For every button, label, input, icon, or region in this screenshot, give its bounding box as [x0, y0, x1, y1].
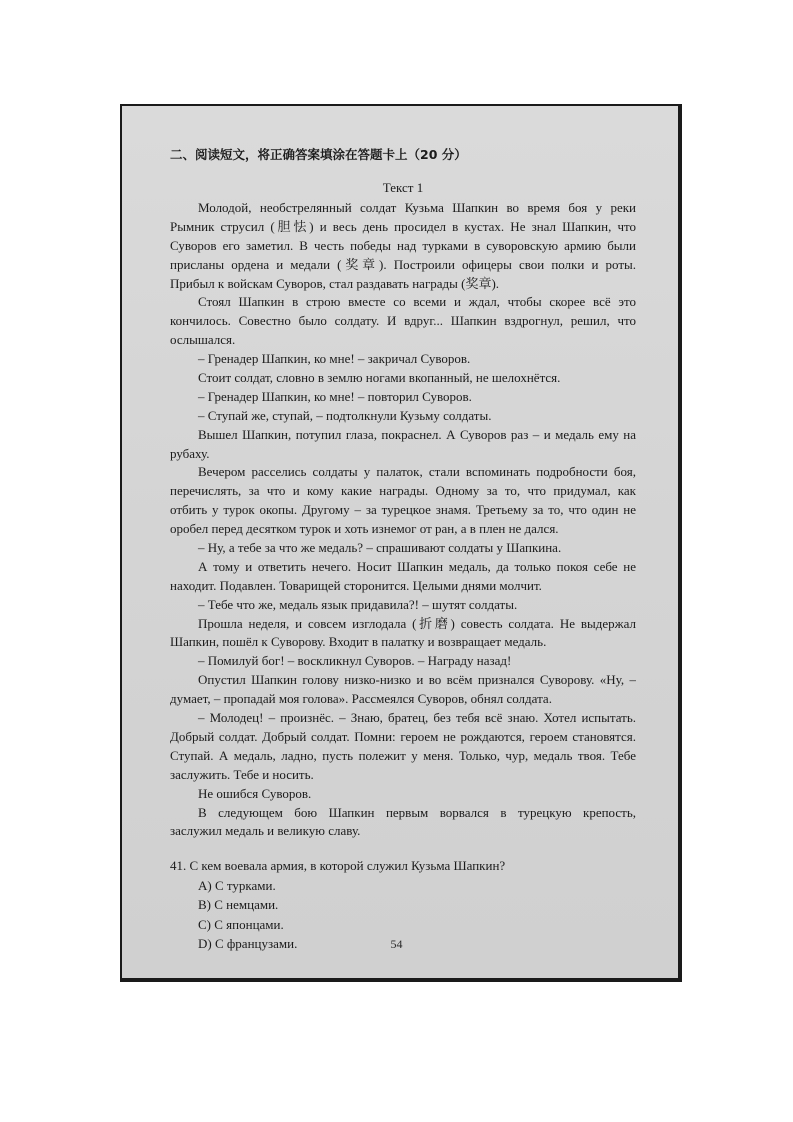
text-line: Шапкин, пошёл к Суворову. Входит в палатку и возвращает медаль.	[170, 634, 547, 650]
paragraph	[170, 407, 636, 426]
text-line: Не ошибся Суворов.	[198, 785, 312, 801]
text-line: – Ну, а тебе за что же медаль? – спрашивают солдаты у Шапкина.	[198, 540, 562, 556]
text-line: находит. Подавлен. Товарищей сторонится. Целыми днями молчит.	[170, 577, 542, 593]
text-line: – Помилуй бог! – воскликнул Суворов. – Награду назад!	[198, 653, 512, 669]
text-line: – Гренадер Шапкин, ко мне! – закричал Суворов.	[198, 351, 471, 367]
text-title: Текст 1	[382, 180, 424, 195]
text-line: В следующем бою Шапкин первым ворвался в турецкую крепость,	[198, 804, 636, 820]
text-line: заслужил медаль и великую славу.	[170, 823, 361, 839]
question-text: 41. С кем воевала армия, в которой служил Кузьма Шапкин?	[170, 858, 506, 874]
text-line: Стоит солдат, словно в землю ногами вкопанный, не шелохнётся.	[198, 370, 561, 386]
text-line: перечислять, за что и кому какие награды. Одному за то, что придумал, как	[170, 483, 636, 499]
paragraph	[170, 463, 636, 539]
paragraph	[170, 671, 636, 709]
option-d: D) С французами.	[198, 936, 298, 952]
text-line: Стоял Шапкин в строю вместе со всеми и ждал, чтобы скорее всё это	[198, 294, 636, 310]
option-b: B) С немцами.	[198, 897, 279, 913]
paragraph	[170, 652, 636, 671]
text-line: – Ступай же, ступай, – подтолкнули Кузьму солдаты.	[198, 407, 492, 423]
paragraph	[170, 558, 636, 596]
paragraph	[170, 539, 636, 558]
text-line: – Гренадер Шапкин, ко мне! – повторил Суворов.	[198, 388, 472, 404]
text-line: Рымник струсил (胆怯) и весь день просидел в кустах. Не знал Шапкин, что	[170, 218, 636, 234]
document-content	[170, 146, 636, 954]
text-line: – Молодец! – произнёс. – Знаю, братец, без тебя всё знаю. Хотел испытать.	[198, 710, 636, 726]
paragraph	[170, 426, 636, 464]
text-line: отбить у турок окопы. Другому – за турецкое знамя. Третьему за то, что один не	[170, 502, 636, 518]
text-line: Опустил Шапкин голову низко-низко и во всём признался Суворову. «Ну, –	[198, 672, 636, 688]
text-line: Вечером расселись солдаты у палаток, стали вспоминать подробности боя,	[198, 464, 636, 480]
text-line: – Тебе что же, медаль язык придавила?! – шутят солдаты.	[198, 596, 518, 612]
paragraph	[170, 709, 636, 785]
text-line: Прибыл к войскам Суворов, стал раздавать награды (奖章).	[170, 275, 500, 291]
text-line: Вышел Шапкин, потупил глаза, покраснел. А Суворов раз – и медаль ему на	[198, 426, 636, 442]
text-line: А тому и ответить нечего. Носит Шапкин медаль, да только покоя себе не	[198, 558, 636, 574]
paragraph	[170, 388, 636, 407]
text-line: Ступай. А медаль, ладно, пусть полежит у меня. Только, чур, медаль твоя. Тебе	[170, 747, 636, 763]
section-heading: 二、阅读短文，将正确答案填涂在答题卡上（20 分）	[170, 147, 467, 162]
page-number: 54	[390, 937, 403, 951]
text-line: ослышался.	[170, 332, 236, 348]
paragraph	[170, 596, 636, 615]
text-line: заслужить. Тебе и носить.	[170, 766, 314, 782]
text-line: присланы ордена и медали (奖章). Построили офицеры свои полки и роты.	[170, 256, 636, 272]
text-line: оробел перед десятком турок и хоть изнемог от ран, а в плен не дался.	[170, 521, 559, 537]
text-line: Молодой, необстрелянный солдат Кузьма Шапкин во время боя у реки	[198, 200, 636, 215]
option-a: A) С турками.	[198, 877, 276, 893]
text-line: кончилось. Совестно было солдату. И вдруг... Шапкин вздрогнул, решил, что	[170, 313, 636, 329]
text-line: Прошла неделя, и совсем изглодала (折磨) совесть солдата. Не выдержал	[198, 615, 636, 631]
paragraph	[170, 785, 636, 804]
text-line: Добрый солдат. Добрый солдат. Помни: героем не рождаются, героем становятся.	[170, 728, 636, 744]
paragraph	[170, 804, 636, 842]
text-line: рубаху.	[170, 445, 210, 461]
text-line: думает, – пропадай моя голова». Рассмеялся Суворов, обнял солдата.	[170, 691, 552, 707]
reading-text	[170, 199, 636, 841]
paragraph	[170, 350, 636, 369]
paragraph	[170, 369, 636, 388]
option-c: C) С японцами.	[198, 916, 284, 932]
text-line: Суворов его заметил. В честь победы над турками в суворовскую армию были	[170, 237, 636, 253]
paragraph	[170, 293, 636, 350]
paragraph	[170, 615, 636, 653]
paragraph	[170, 199, 636, 293]
